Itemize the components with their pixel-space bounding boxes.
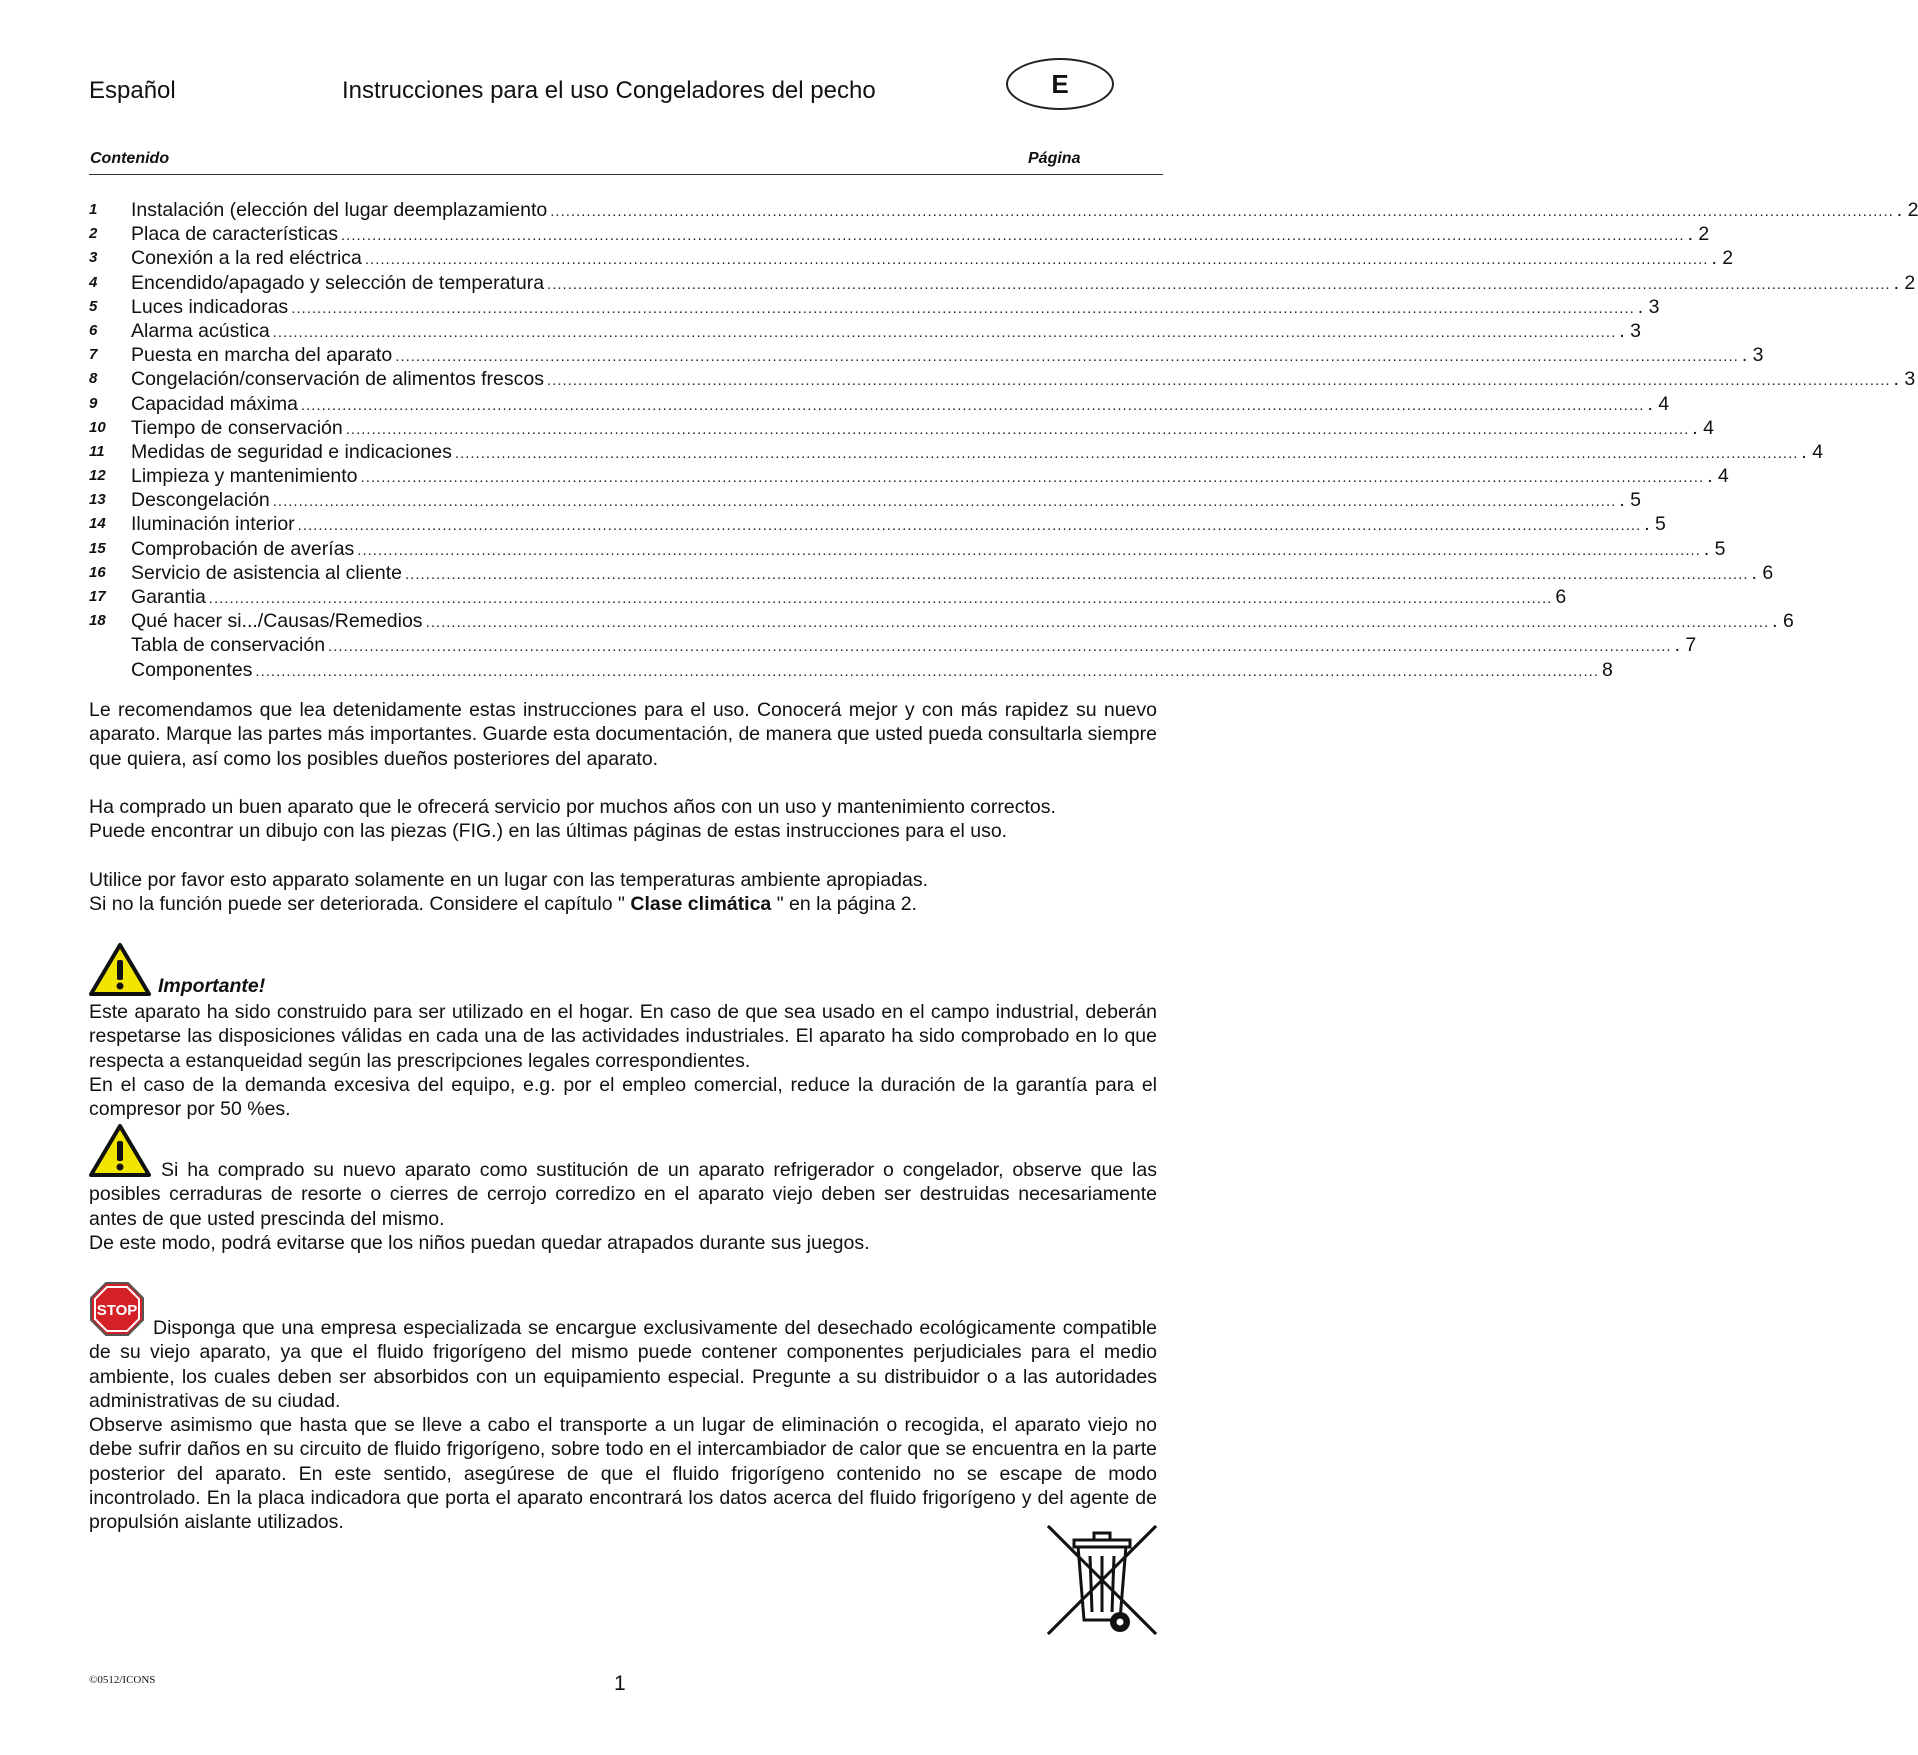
toc-entry-title: Limpieza y mantenimiento bbox=[131, 465, 358, 488]
toc-leader-dots: .................................................................................................................................................................................................................................................................... bbox=[395, 348, 1739, 366]
toc-entry-page: . 4 bbox=[1692, 416, 1714, 439]
climate-text-post: " en la página 2. bbox=[771, 893, 917, 916]
toc-entry-body bbox=[131, 609, 1794, 635]
toc-entry-title: Tiempo de conservación bbox=[131, 416, 343, 439]
toc-entry-body bbox=[131, 198, 1918, 224]
toc-entry bbox=[89, 367, 1916, 391]
toc-entry-number: 6 bbox=[89, 321, 98, 339]
toc-entry-page: . 4 bbox=[1801, 440, 1824, 463]
toc-entry-body bbox=[131, 585, 1567, 611]
page-number: 1 bbox=[614, 1672, 626, 1695]
disposal-text-1: Disponga que una empresa especializada se encargue exclusivamente del desechado ecológicamente compatible de su viejo aparato, ya que el fluido frigorígeno del mismo puede contener componentes perjudiciales para el medio ambiente, los cuales deben ser absorbidos con un equipamiento especial. Pregunte a su distribuidor o a las autoridades administrativas de su ciudad. bbox=[89, 1317, 1157, 1412]
toc-leader-dots: .................................................................................................................................................................................................................................................................... bbox=[425, 614, 1770, 632]
toc-leader-dots: .................................................................................................................................................................................................................................................................... bbox=[272, 323, 1617, 341]
toc-entry-page: 6 bbox=[1555, 586, 1567, 608]
toc-leader-dots: .................................................................................................................................................................................................................................................................... bbox=[255, 662, 1599, 680]
toc-entry-title: Instalación (elección del lugar deemplazamiento bbox=[131, 199, 548, 221]
toc-leader-dots: .................................................................................................................................................................................................................................................................... bbox=[454, 444, 1799, 462]
toc-entry-body bbox=[131, 319, 1641, 345]
toc-entry-title: Capacidad máxima bbox=[131, 392, 298, 415]
climate-class-link: Clase climática bbox=[630, 893, 772, 916]
toc-entry-body bbox=[131, 416, 1714, 442]
toc-entry-body bbox=[131, 246, 1734, 272]
toc-entry-number: 17 bbox=[89, 588, 106, 605]
old-appliance-text-1: Si ha comprado su nuevo aparato como sustitución de un aparato refrigerador o congelador, observe que las posibles cerraduras de resorte o cierres de cerrojo corredizo en el aparato viejo deben ser destruidas necesariamente antes de que usted prescinda del mismo. bbox=[89, 1159, 1157, 1230]
toc-entry-number: 7 bbox=[89, 346, 98, 364]
toc-entry-body bbox=[131, 488, 1641, 514]
toc-entry-number: 3 bbox=[89, 249, 98, 267]
toc-entry-body bbox=[131, 561, 1774, 587]
toc-entry-page: . 7 bbox=[1674, 634, 1697, 657]
toc-entry-title: Descongelación bbox=[131, 489, 270, 512]
toc-leader-dots: .................................................................................................................................................................................................................................................................... bbox=[297, 517, 1642, 535]
children-paragraph bbox=[89, 1231, 1157, 1255]
toc-entry-title: Placa de características bbox=[131, 223, 339, 246]
toc-leader-dots: .................................................................................................................................................................................................................................................................... bbox=[546, 372, 1891, 390]
toc-leader-dots: .................................................................................................................................................................................................................................................................... bbox=[404, 565, 1749, 583]
toc-entry-body bbox=[131, 440, 1824, 466]
toc-entry-body bbox=[131, 367, 1916, 393]
document-title: Instrucciones para el uso Congeladores del pecho bbox=[342, 77, 876, 104]
toc-leader-dots: .................................................................................................................................................................................................................................................................... bbox=[550, 203, 1894, 220]
table-of-contents bbox=[89, 198, 1918, 682]
toc-leader-dots: .................................................................................................................................................................................................................................................................... bbox=[364, 251, 1709, 269]
toc-entry-number: 11 bbox=[89, 442, 105, 460]
toc-entry bbox=[89, 392, 1670, 416]
toc-entry-page: . 3 bbox=[1637, 295, 1660, 318]
toc-entry-title: Encendido/apagado y selección de temperatura bbox=[131, 271, 545, 294]
toc-entry-number: 1 bbox=[89, 201, 98, 218]
climate-text-pre: Si no la función puede ser deteriorada. Considere el capítulo " bbox=[89, 893, 631, 916]
toc-entry-title: Congelación/conservación de alimentos frescos bbox=[131, 368, 544, 391]
toc-entry-number: 9 bbox=[89, 394, 98, 412]
toc-leader-dots: .................................................................................................................................................................................................................................................................... bbox=[328, 638, 1672, 656]
toc-entry-number: 4 bbox=[89, 273, 98, 291]
important-label: Importante! bbox=[158, 975, 266, 997]
toc-entry-number: 14 bbox=[89, 515, 106, 533]
toc-entry bbox=[89, 464, 1729, 488]
climate-line-1: Utilice por favor esto apparato solamente en un lugar con las temperaturas ambiente apropiadas. bbox=[89, 869, 928, 891]
toc-entry-number: 2 bbox=[89, 225, 98, 243]
toc-entry-title: Qué hacer si.../Causas/Remedios bbox=[131, 610, 423, 633]
toc-entry-page: . 5 bbox=[1644, 513, 1666, 536]
purchase-line-2: Puede encontrar un dibujo con las piezas (FIG.) en las últimas páginas de estas instrucciones para el uso. bbox=[89, 820, 1008, 843]
purchase-line-1: Ha comprado un buen aparato que le ofrecerá servicio por muchos años con un uso y mantenimiento correctos. bbox=[89, 796, 1056, 818]
document-language: Español bbox=[89, 77, 176, 104]
toc-entry-page: . 5 bbox=[1619, 489, 1641, 512]
toc-entry bbox=[89, 295, 1660, 319]
warning-triangle-icon bbox=[88, 942, 152, 997]
stop-sign-text: STOP bbox=[96, 1302, 138, 1319]
toc-entry-page: . 2 bbox=[1896, 199, 1918, 221]
toc-leader-dots: .................................................................................................................................................................................................................................................................... bbox=[208, 590, 1553, 607]
toc-entry-number: 16 bbox=[89, 563, 106, 581]
toc-entry-body bbox=[131, 343, 1764, 369]
toc-entry-number: 13 bbox=[89, 491, 106, 509]
document-code: ©0512/ICONS bbox=[89, 1674, 156, 1686]
toc-header bbox=[89, 150, 1163, 175]
weee-crossed-bin-icon bbox=[1044, 1522, 1160, 1638]
toc-entry bbox=[89, 440, 1824, 464]
toc-entry-title: Servicio de asistencia al cliente bbox=[131, 561, 402, 584]
toc-entry bbox=[89, 609, 1794, 633]
toc-entry-page: . 3 bbox=[1893, 368, 1916, 391]
toc-leader-dots: .................................................................................................................................................................................................................................................................... bbox=[272, 493, 1617, 511]
toc-entry-page: . 2 bbox=[1711, 247, 1734, 270]
important-text-2: En el caso de la demanda excesiva del equipo, e.g. por el empleo comercial, reduce la duración de la garantía para el compresor por 50 %es. bbox=[89, 1073, 1157, 1121]
toc-entry-body bbox=[131, 392, 1670, 418]
toc-entry-title: Tabla de conservación bbox=[131, 634, 326, 657]
toc-entry bbox=[89, 512, 1666, 536]
toc-entry-page: . 2 bbox=[1893, 271, 1916, 294]
climate-line-2 bbox=[89, 892, 1157, 916]
toc-entry-page: . 4 bbox=[1707, 465, 1729, 488]
toc-entry-number: 15 bbox=[89, 539, 106, 557]
toc-entry-body bbox=[131, 512, 1666, 538]
disposal-text-2: Observe asimismo que hasta que se lleve a cabo el transporte a un lugar de eliminación o recogida, el aparato viejo no debe sufrir daños en su circuito de fluido frigorígeno, sobre todo en el intercambiador de calor que se encuentra en la parte posterior del aparato. En este sentido, asegúrese de que el fluido frigorígeno contenido no se escape de modo incontrolado. En la placa indicadora que porta el aparato encontrará los datos acerca del fluido frigorígeno y del agente de propulsión aislante utilizados. bbox=[89, 1414, 1157, 1534]
toc-heading-contents: Contenido bbox=[90, 150, 170, 167]
toc-entry bbox=[89, 633, 1697, 657]
toc-leader-dots: .................................................................................................................................................................................................................................................................... bbox=[291, 299, 1635, 317]
toc-entry-title: Comprobación de averías bbox=[131, 537, 355, 560]
toc-entry bbox=[89, 343, 1764, 367]
toc-entry-number: 5 bbox=[89, 297, 98, 315]
toc-entry-body bbox=[131, 222, 1710, 248]
toc-entry-page: . 4 bbox=[1647, 392, 1670, 415]
toc-entry-page: . 5 bbox=[1703, 537, 1726, 560]
toc-entry-number: 18 bbox=[89, 612, 106, 630]
toc-leader-dots: .................................................................................................................................................................................................................................................................... bbox=[300, 396, 1645, 414]
intro-paragraph bbox=[89, 698, 1157, 771]
toc-entry bbox=[89, 198, 1918, 222]
important-paragraph bbox=[89, 1000, 1157, 1121]
toc-entry-body bbox=[131, 271, 1916, 297]
disposal-paragraph bbox=[89, 1316, 1157, 1535]
toc-entry bbox=[89, 585, 1567, 609]
toc-entry bbox=[89, 658, 1613, 682]
toc-leader-dots: .................................................................................................................................................................................................................................................................... bbox=[360, 469, 1705, 487]
toc-entry bbox=[89, 246, 1734, 270]
toc-heading-page: Página bbox=[1028, 150, 1081, 167]
toc-entry-title: Conexión a la red eléctrica bbox=[131, 247, 362, 270]
toc-entry bbox=[89, 271, 1916, 295]
important-text-1: Este aparato ha sido construido para ser utilizado en el hogar. En caso de que sea usado en el campo industrial, deberán respetarse las disposiciones válidas en cada una de las actividades industriales. El aparato ha sido comprobado en lo que respecta a estanqueidad según las prescripciones legales correspondientes. bbox=[89, 1001, 1157, 1072]
toc-entry bbox=[89, 222, 1710, 246]
toc-leader-dots: .................................................................................................................................................................................................................................................................... bbox=[341, 227, 1685, 245]
toc-entry-title: Luces indicadoras bbox=[131, 295, 289, 318]
toc-leader-dots: .................................................................................................................................................................................................................................................................... bbox=[345, 420, 1690, 438]
old-appliance-paragraph bbox=[89, 1158, 1157, 1231]
toc-leader-dots: .................................................................................................................................................................................................................................................................... bbox=[357, 541, 1701, 559]
toc-entry-number: 8 bbox=[89, 370, 98, 388]
toc-entry-page: . 6 bbox=[1751, 561, 1774, 584]
toc-entry-title: Garantia bbox=[131, 586, 206, 608]
toc-entry-number: 12 bbox=[89, 467, 106, 485]
toc-entry-title: Iluminación interior bbox=[131, 513, 295, 536]
toc-entry-title: Componentes bbox=[131, 658, 253, 681]
toc-entry bbox=[89, 319, 1641, 343]
toc-entry-page: . 3 bbox=[1619, 319, 1641, 342]
language-badge-letter: E bbox=[1051, 68, 1069, 99]
toc-entry-page: . 6 bbox=[1772, 610, 1794, 633]
toc-entry-body bbox=[131, 464, 1729, 490]
toc-entry-title: Alarma acústica bbox=[131, 319, 270, 342]
toc-entry bbox=[89, 416, 1714, 440]
toc-entry bbox=[89, 537, 1726, 561]
toc-entry-title: Puesta en marcha del aparato bbox=[131, 344, 393, 367]
intro-text: Le recomendamos que lea detenidamente estas instrucciones para el uso. Conocerá mejor y con más rapidez su nuevo aparato. Marque las partes más importantes. Guarde esta documentación, de manera que usted pueda consultarla siempre que quiera, así como los posibles dueños posteriores del aparato. bbox=[89, 699, 1157, 770]
toc-entry-title: Medidas de seguridad e indicaciones bbox=[131, 440, 452, 463]
language-badge bbox=[1006, 58, 1114, 110]
toc-entry-number: 10 bbox=[89, 418, 106, 436]
toc-entry-body bbox=[131, 537, 1726, 563]
toc-leader-dots: .................................................................................................................................................................................................................................................................... bbox=[547, 275, 1891, 293]
toc-entry-page: . 2 bbox=[1687, 223, 1710, 246]
toc-entry-page: 8 bbox=[1601, 658, 1613, 681]
toc-entry bbox=[89, 561, 1774, 585]
toc-entry-body bbox=[131, 295, 1660, 321]
old-appliance-text-2: De este modo, podrá evitarse que los niños puedan quedar atrapados durante sus juegos. bbox=[89, 1232, 870, 1254]
toc-entry-page: . 3 bbox=[1741, 344, 1764, 367]
toc-entry-body bbox=[131, 658, 1613, 684]
purchase-paragraph bbox=[89, 795, 1157, 844]
toc-entry-body bbox=[131, 633, 1697, 659]
climate-paragraph bbox=[89, 868, 1157, 917]
toc-entry bbox=[89, 488, 1641, 512]
